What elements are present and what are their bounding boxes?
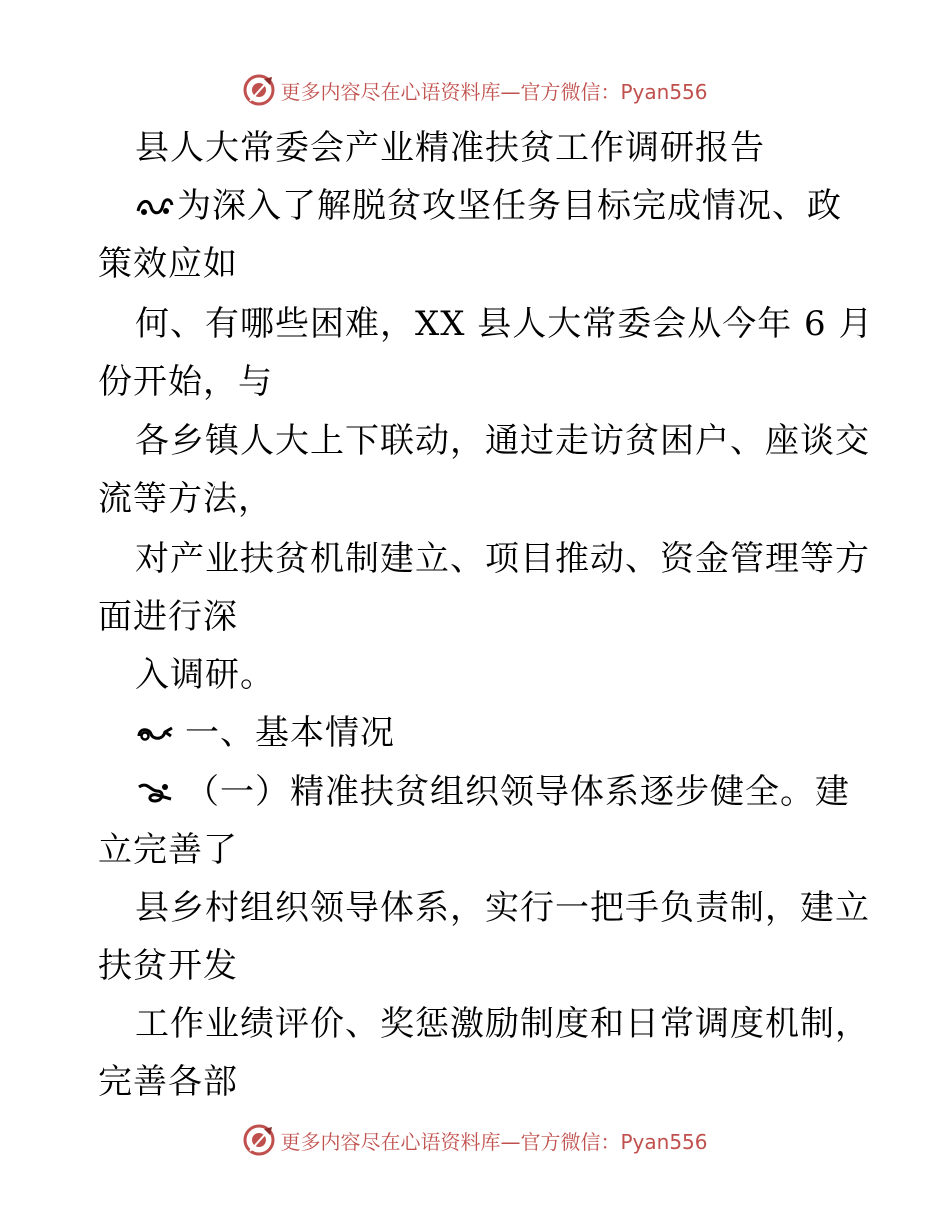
paragraph-line: 工作业绩评价、奖惩激励制度和日常调度机制， [135,1004,870,1044]
paragraph-line: 流等方法， [98,479,273,519]
ornament-icon [135,191,175,221]
paragraph-line: 县乡村组织领导体系，实行一把手负责制，建立 [135,888,870,928]
ornament-icon [135,777,175,807]
section-heading: 一、基本情况 [135,713,395,753]
document-title: 县人大常委会产业精准扶贫工作调研报告 [135,128,765,168]
watermark-text: 更多内容尽在心语资料库—官方微信：Pyan556 [280,79,708,104]
paragraph-line: 立完善了 [98,830,238,870]
paragraph-line: 为深入了解脱贫攻坚任务目标完成情况、政 [135,186,842,226]
paragraph-line: 何、有哪些困难，XX 县人大常委会从今年 6 月 [135,304,874,344]
paragraph-line: 入调研。 [135,655,275,695]
paragraph-line: 份开始，与 [98,362,273,402]
watermark-logo-icon [242,1123,276,1157]
paragraph-line: 策效应如 [98,244,238,284]
watermark-footer [0,1120,950,1160]
paragraph-line: 面进行深 [98,597,238,637]
watermark-text: 更多内容尽在心语资料库—官方微信：Pyan556 [280,1129,708,1154]
paragraph-line: 扶贫开发 [98,946,238,986]
paragraph-line: 各乡镇人大上下联动，通过走访贫困户、座谈交 [135,421,870,461]
paragraph-line: 完善各部 [98,1062,238,1102]
paragraph-line: 对产业扶贫机制建立、项目推动、资金管理等方 [135,539,870,579]
ornament-icon [135,718,175,748]
paragraph-line: （一）精准扶贫组织领导体系逐步健全。建 [135,772,850,812]
